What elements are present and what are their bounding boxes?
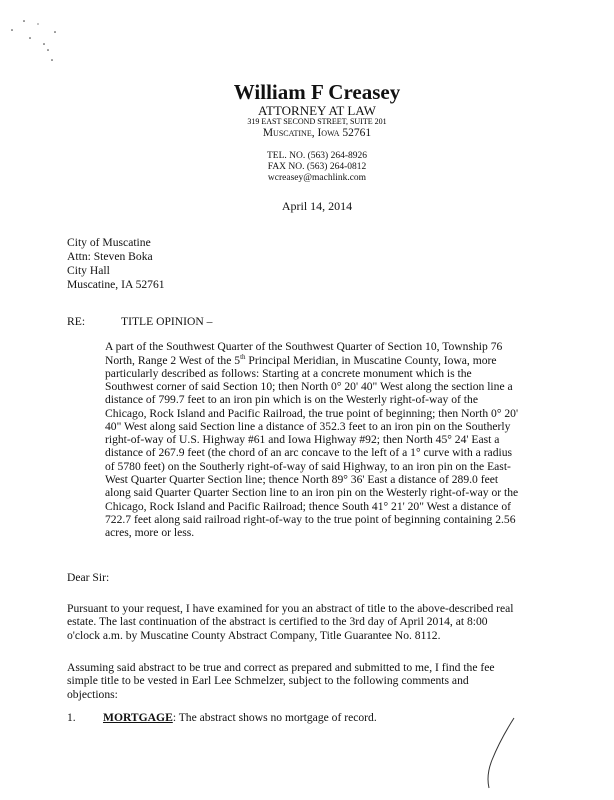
text-line: o'clock a.m. by Muscatine County Abstract Company, Title Guarantee No. 8112. [67, 628, 441, 642]
text-line: Chicago, Rock Island and Pacific Railroad, the true point of beginning; then North 0° 20' [105, 406, 519, 420]
letterhead-email: wcreasey@machlink.com [267, 173, 367, 183]
letterhead-address: 319 EAST SECOND STREET, SUITE 201 [247, 117, 387, 126]
text-line: distance of 799.7 feet to an iron pin which is on the Westerly right-of-way of the [105, 393, 478, 407]
recipient-line: Muscatine, IA 52761 [67, 278, 165, 291]
recipient-line: City of Muscatine [67, 236, 151, 249]
text-line: 722.7 feet along said railroad right-of-way to the true point of beginning containing 2.56 [105, 512, 516, 526]
text-line: West Quarter Quarter Section line; thence North 89° 36' East a distance of 289.0 feet [105, 473, 499, 486]
text-line: distance of 267.9 feet (the chord of an arc concave to the left of a 1° curve with a radius [105, 446, 513, 460]
text-line: Southwest corner of said Section 10; then North 0° 20' 40" West along the section line a [105, 379, 513, 393]
text-line: objections: [67, 687, 118, 701]
item-heading: MORTGAGE [103, 711, 173, 724]
text-line: A part of the Southwest Quarter of the Southwest Quarter of Section 10, Township 76 [105, 340, 503, 353]
letterhead-fax: FAX NO. (563) 264-0812 [267, 162, 367, 172]
text-line: estate. The last continuation of the abstract is certified to the 3rd day of April 2014, at 8:00 [67, 615, 488, 629]
text-line: Assuming said abstract to be true and correct as prepared and submitted to me, I find the fee [67, 661, 495, 674]
re-subject: TITLE OPINION – [121, 315, 213, 328]
text-line: 40" West along said Section line a distance of 352.3 feet to an iron pin on the Southerly [105, 419, 511, 433]
letterhead-name: William F Creasey [233, 80, 401, 104]
text-line: simple title to be vested in Earl Lee Schmelzer, subject to the following comments and [67, 674, 469, 688]
text-line: Chicago, Rock Island and Pacific Railroad; thence South 41° 21' 20" West a distance of [105, 499, 512, 513]
letter-date: April 14, 2014 [281, 199, 353, 213]
text-line: of 5780 feet) on the Southerly right-of-way of said Highway, to an iron pin on the East- [105, 459, 511, 473]
recipient-line: City Hall [67, 264, 110, 277]
letterhead-city: Muscatine, Iowa 52761 [262, 127, 372, 139]
recipient-line: Attn: Steven Boka [67, 250, 153, 263]
text-line: particularly described as follows: Starting at a concrete monument which is the [105, 366, 472, 380]
text-line: North, Range 2 West of the 5th Principal Meridian, in Muscatine County, Iowa, more [105, 353, 497, 368]
text-line: right-of-way of U.S. Highway #61 and Iowa Highway #92; then North 45° 24' East a [105, 433, 500, 447]
item-text: : The abstract shows no mortgage of record. [172, 711, 377, 724]
text-line: acres, more or less. [105, 526, 195, 540]
salutation: Dear Sir: [67, 571, 110, 584]
letterhead-tel: TEL. NO. (563) 264-8926 [267, 151, 367, 161]
text-line: Pursuant to your request, I have examined for you an abstract of title to the above-described real [67, 602, 514, 615]
item-number: 1. [67, 711, 76, 724]
re-label: RE: [67, 315, 86, 328]
text-line: along said Quarter Quarter Section line to an iron pin on the Westerly right-of-way or the [105, 486, 519, 500]
letterhead-title: ATTORNEY AT LAW [258, 103, 376, 118]
